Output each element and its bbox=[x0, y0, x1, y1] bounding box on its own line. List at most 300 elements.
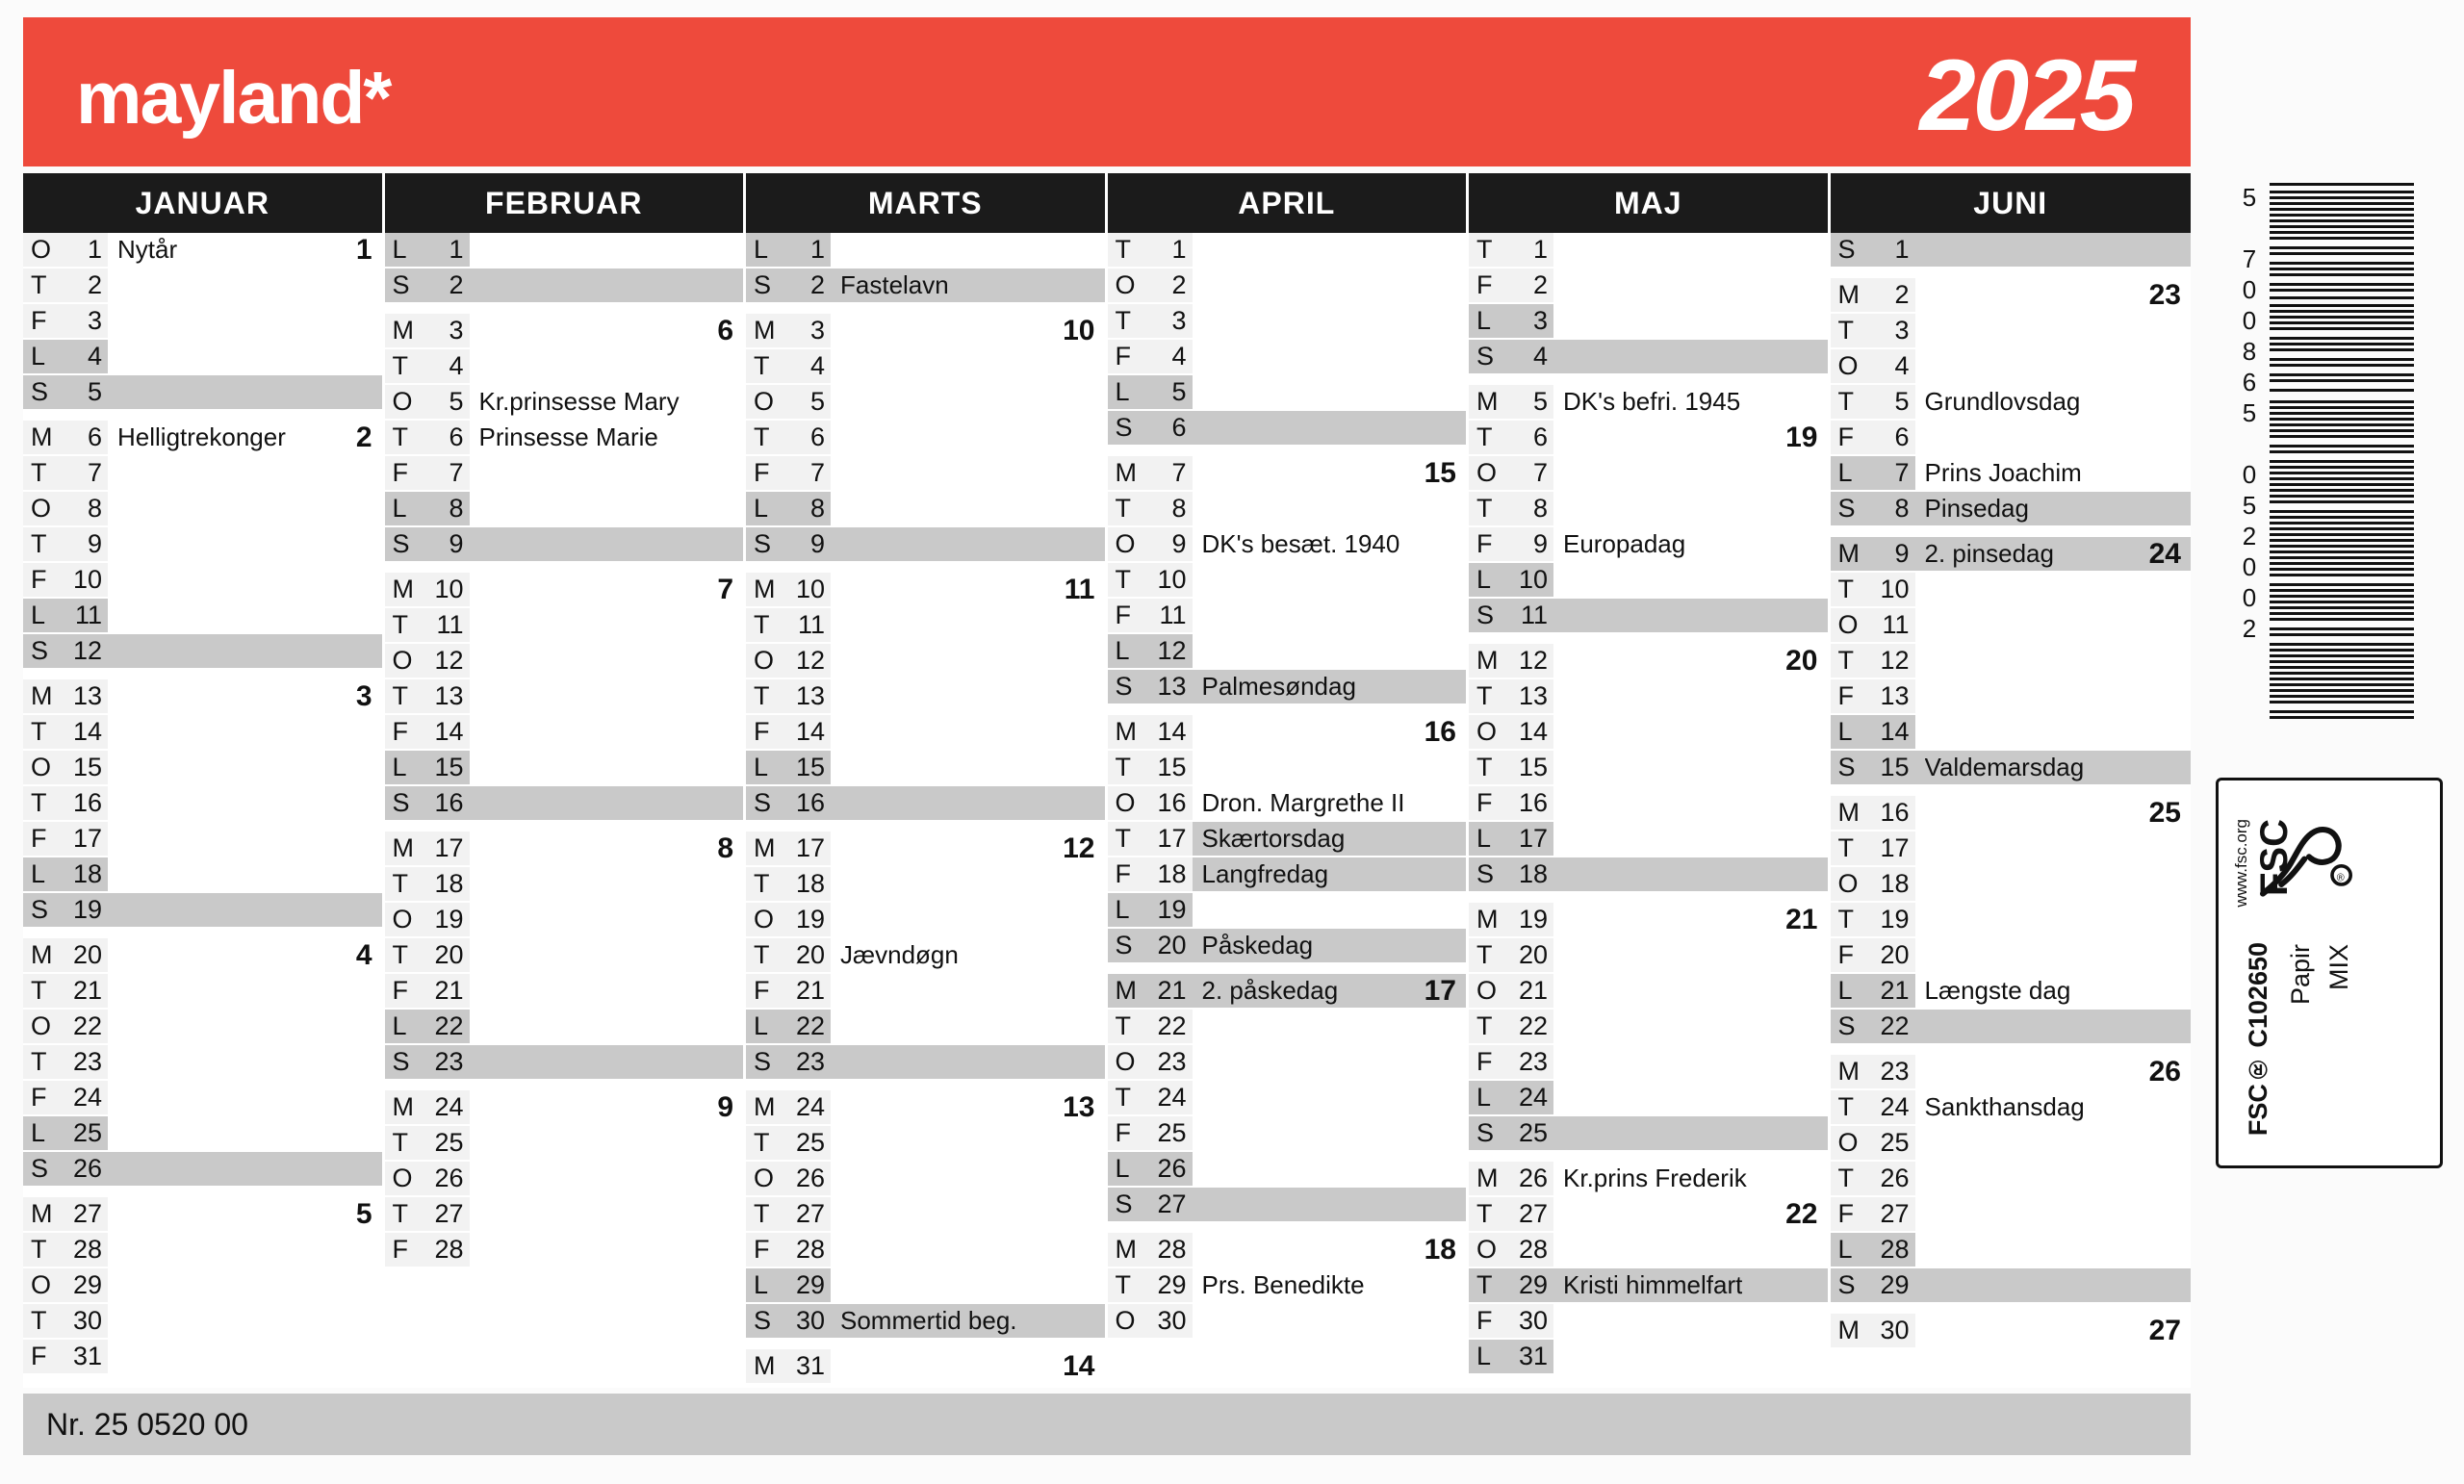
note-cell[interactable] bbox=[831, 233, 1105, 268]
day-row[interactable] bbox=[746, 974, 1105, 1010]
note-cell[interactable] bbox=[470, 786, 744, 821]
day-row[interactable] bbox=[23, 893, 382, 929]
note-cell[interactable] bbox=[831, 269, 1105, 303]
day-row[interactable] bbox=[1469, 938, 1828, 974]
day-row[interactable] bbox=[1831, 421, 2191, 456]
note-cell[interactable] bbox=[831, 786, 1105, 821]
note-cell[interactable] bbox=[1553, 1081, 1828, 1115]
day-row[interactable] bbox=[1108, 375, 1467, 411]
note-cell[interactable] bbox=[1915, 456, 2191, 491]
day-row[interactable] bbox=[385, 269, 744, 304]
note-cell[interactable] bbox=[1915, 796, 2191, 831]
day-row[interactable] bbox=[23, 938, 382, 974]
day-row[interactable] bbox=[1469, 304, 1828, 340]
day-row[interactable] bbox=[1831, 233, 2191, 269]
day-row[interactable] bbox=[1108, 1268, 1467, 1304]
note-cell[interactable] bbox=[1553, 1340, 1828, 1374]
day-row[interactable] bbox=[1108, 527, 1467, 563]
note-cell[interactable] bbox=[470, 269, 744, 303]
note-cell[interactable] bbox=[470, 903, 744, 937]
day-row[interactable] bbox=[746, 456, 1105, 492]
day-row[interactable] bbox=[746, 385, 1105, 421]
note-cell[interactable] bbox=[108, 786, 382, 821]
day-row[interactable] bbox=[1469, 1116, 1828, 1152]
note-cell[interactable] bbox=[108, 974, 382, 1009]
day-row[interactable] bbox=[1108, 1188, 1467, 1223]
note-cell[interactable] bbox=[1193, 670, 1467, 704]
day-row[interactable] bbox=[1108, 1045, 1467, 1081]
day-row[interactable] bbox=[1108, 1152, 1467, 1188]
day-row[interactable] bbox=[23, 1304, 382, 1340]
day-row[interactable] bbox=[385, 903, 744, 938]
day-row[interactable] bbox=[1108, 1304, 1467, 1340]
day-row[interactable] bbox=[1108, 786, 1467, 822]
note-cell[interactable] bbox=[470, 1090, 744, 1125]
note-cell[interactable] bbox=[1915, 715, 2191, 750]
day-row[interactable] bbox=[1469, 527, 1828, 563]
note-cell[interactable] bbox=[1553, 1116, 1828, 1151]
day-row[interactable] bbox=[1469, 1197, 1828, 1233]
note-cell[interactable] bbox=[1915, 903, 2191, 937]
note-cell[interactable] bbox=[1553, 1045, 1828, 1080]
note-cell[interactable] bbox=[470, 349, 744, 384]
note-cell[interactable] bbox=[1553, 903, 1828, 937]
note-cell[interactable] bbox=[1193, 527, 1467, 562]
note-cell[interactable] bbox=[1915, 385, 2191, 420]
note-cell[interactable] bbox=[1553, 492, 1828, 526]
day-row[interactable] bbox=[1831, 1314, 2191, 1349]
note-cell[interactable] bbox=[1553, 1162, 1828, 1196]
day-row[interactable] bbox=[23, 599, 382, 634]
day-row[interactable] bbox=[385, 527, 744, 563]
note-cell[interactable] bbox=[1553, 527, 1828, 562]
day-row[interactable] bbox=[385, 608, 744, 644]
day-row[interactable] bbox=[1469, 715, 1828, 751]
note-cell[interactable] bbox=[1915, 233, 2191, 268]
day-row[interactable] bbox=[23, 563, 382, 599]
note-cell[interactable] bbox=[831, 715, 1105, 750]
note-cell[interactable] bbox=[1193, 822, 1467, 857]
day-row[interactable] bbox=[746, 527, 1105, 563]
note-cell[interactable] bbox=[831, 349, 1105, 384]
day-row[interactable] bbox=[1469, 1233, 1828, 1268]
day-row[interactable] bbox=[1831, 832, 2191, 867]
note-cell[interactable] bbox=[831, 832, 1105, 866]
note-cell[interactable] bbox=[1553, 1304, 1828, 1339]
note-cell[interactable] bbox=[1553, 974, 1828, 1009]
day-row[interactable] bbox=[1831, 573, 2191, 608]
day-row[interactable] bbox=[1469, 903, 1828, 938]
note-cell[interactable] bbox=[1915, 751, 2191, 785]
day-row[interactable] bbox=[23, 375, 382, 411]
note-cell[interactable] bbox=[470, 456, 744, 491]
day-row[interactable] bbox=[23, 974, 382, 1010]
day-row[interactable] bbox=[23, 857, 382, 893]
day-row[interactable] bbox=[1108, 1081, 1467, 1116]
day-row[interactable] bbox=[746, 867, 1105, 903]
note-cell[interactable] bbox=[831, 1304, 1105, 1339]
day-row[interactable] bbox=[746, 903, 1105, 938]
day-row[interactable] bbox=[385, 1197, 744, 1233]
note-cell[interactable] bbox=[831, 608, 1105, 643]
day-row[interactable] bbox=[1831, 867, 2191, 903]
note-cell[interactable] bbox=[1553, 1268, 1828, 1303]
day-row[interactable] bbox=[1108, 563, 1467, 599]
note-cell[interactable] bbox=[831, 421, 1105, 455]
day-row[interactable] bbox=[1469, 974, 1828, 1010]
day-row[interactable] bbox=[746, 679, 1105, 715]
day-row[interactable] bbox=[385, 1090, 744, 1126]
day-row[interactable] bbox=[1469, 492, 1828, 527]
note-cell[interactable] bbox=[1553, 456, 1828, 491]
note-cell[interactable] bbox=[1915, 573, 2191, 607]
note-cell[interactable] bbox=[831, 527, 1105, 562]
day-row[interactable] bbox=[746, 421, 1105, 456]
note-cell[interactable] bbox=[108, 340, 382, 374]
day-row[interactable] bbox=[746, 1010, 1105, 1045]
day-row[interactable] bbox=[1108, 822, 1467, 857]
note-cell[interactable] bbox=[1193, 1152, 1467, 1187]
day-row[interactable] bbox=[1469, 1045, 1828, 1081]
note-cell[interactable] bbox=[470, 1010, 744, 1044]
note-cell[interactable] bbox=[1193, 1045, 1467, 1080]
day-row[interactable] bbox=[1469, 599, 1828, 634]
day-row[interactable] bbox=[1831, 644, 2191, 679]
note-cell[interactable] bbox=[1553, 1010, 1828, 1044]
note-cell[interactable] bbox=[1553, 563, 1828, 598]
note-cell[interactable] bbox=[831, 644, 1105, 678]
note-cell[interactable] bbox=[470, 492, 744, 526]
note-cell[interactable] bbox=[831, 456, 1105, 491]
note-cell[interactable] bbox=[1553, 644, 1828, 678]
day-row[interactable] bbox=[1469, 1268, 1828, 1304]
note-cell[interactable] bbox=[1193, 1233, 1467, 1267]
day-row[interactable] bbox=[1469, 857, 1828, 893]
note-cell[interactable] bbox=[108, 1197, 382, 1232]
day-row[interactable] bbox=[746, 492, 1105, 527]
note-cell[interactable] bbox=[1915, 278, 2191, 313]
day-row[interactable] bbox=[23, 421, 382, 456]
day-row[interactable] bbox=[385, 644, 744, 679]
note-cell[interactable] bbox=[1915, 537, 2191, 572]
day-row[interactable] bbox=[1469, 1340, 1828, 1375]
note-cell[interactable] bbox=[1193, 1010, 1467, 1044]
note-cell[interactable] bbox=[831, 1126, 1105, 1161]
day-row[interactable] bbox=[1831, 679, 2191, 715]
note-cell[interactable] bbox=[1193, 375, 1467, 410]
day-row[interactable] bbox=[746, 751, 1105, 786]
day-row[interactable] bbox=[746, 1197, 1105, 1233]
day-row[interactable] bbox=[746, 938, 1105, 974]
day-row[interactable] bbox=[23, 751, 382, 786]
note-cell[interactable] bbox=[1553, 1233, 1828, 1267]
note-cell[interactable] bbox=[1553, 751, 1828, 785]
note-cell[interactable] bbox=[1915, 1162, 2191, 1196]
day-row[interactable] bbox=[1108, 751, 1467, 786]
day-row[interactable] bbox=[385, 456, 744, 492]
note-cell[interactable] bbox=[470, 1233, 744, 1267]
day-row[interactable] bbox=[1469, 1010, 1828, 1045]
day-row[interactable] bbox=[1831, 314, 2191, 349]
day-row[interactable] bbox=[23, 715, 382, 751]
note-cell[interactable] bbox=[1915, 421, 2191, 455]
day-row[interactable] bbox=[1831, 537, 2191, 573]
day-row[interactable] bbox=[23, 1081, 382, 1116]
note-cell[interactable] bbox=[1193, 715, 1467, 750]
note-cell[interactable] bbox=[831, 385, 1105, 420]
note-cell[interactable] bbox=[470, 1045, 744, 1080]
day-row[interactable] bbox=[746, 1349, 1105, 1385]
day-row[interactable] bbox=[385, 314, 744, 349]
note-cell[interactable] bbox=[1553, 715, 1828, 750]
note-cell[interactable] bbox=[1915, 644, 2191, 678]
day-row[interactable] bbox=[746, 786, 1105, 822]
note-cell[interactable] bbox=[108, 1010, 382, 1044]
day-row[interactable] bbox=[1108, 1010, 1467, 1045]
day-row[interactable] bbox=[1108, 857, 1467, 893]
note-cell[interactable] bbox=[1915, 938, 2191, 973]
day-row[interactable] bbox=[385, 1126, 744, 1162]
note-cell[interactable] bbox=[1915, 974, 2191, 1009]
day-row[interactable] bbox=[23, 1268, 382, 1304]
note-cell[interactable] bbox=[1193, 634, 1467, 669]
note-cell[interactable] bbox=[108, 456, 382, 491]
note-cell[interactable] bbox=[470, 608, 744, 643]
day-row[interactable] bbox=[1469, 563, 1828, 599]
day-row[interactable] bbox=[1108, 233, 1467, 269]
note-cell[interactable] bbox=[1553, 857, 1828, 892]
note-cell[interactable] bbox=[831, 974, 1105, 1009]
note-cell[interactable] bbox=[831, 938, 1105, 973]
day-row[interactable] bbox=[23, 786, 382, 822]
note-cell[interactable] bbox=[1915, 349, 2191, 384]
day-row[interactable] bbox=[746, 715, 1105, 751]
day-row[interactable] bbox=[1831, 608, 2191, 644]
note-cell[interactable] bbox=[470, 527, 744, 562]
day-row[interactable] bbox=[746, 233, 1105, 269]
day-row[interactable] bbox=[385, 573, 744, 608]
note-cell[interactable] bbox=[1915, 679, 2191, 714]
day-row[interactable] bbox=[1108, 1116, 1467, 1152]
note-cell[interactable] bbox=[1553, 679, 1828, 714]
note-cell[interactable] bbox=[831, 679, 1105, 714]
note-cell[interactable] bbox=[108, 857, 382, 892]
note-cell[interactable] bbox=[470, 974, 744, 1009]
day-row[interactable] bbox=[1831, 492, 2191, 527]
day-row[interactable] bbox=[1469, 340, 1828, 375]
note-cell[interactable] bbox=[1193, 974, 1467, 1009]
day-row[interactable] bbox=[1469, 644, 1828, 679]
day-row[interactable] bbox=[746, 1304, 1105, 1340]
day-row[interactable] bbox=[385, 751, 744, 786]
note-cell[interactable] bbox=[108, 1233, 382, 1267]
day-row[interactable] bbox=[385, 1233, 744, 1268]
note-cell[interactable] bbox=[1193, 1268, 1467, 1303]
day-row[interactable] bbox=[1831, 796, 2191, 832]
day-row[interactable] bbox=[746, 1045, 1105, 1081]
day-row[interactable] bbox=[1469, 233, 1828, 269]
day-row[interactable] bbox=[385, 1162, 744, 1197]
day-row[interactable] bbox=[385, 349, 744, 385]
day-row[interactable] bbox=[23, 527, 382, 563]
day-row[interactable] bbox=[1831, 1055, 2191, 1090]
note-cell[interactable] bbox=[1193, 1188, 1467, 1222]
day-row[interactable] bbox=[1108, 715, 1467, 751]
day-row[interactable] bbox=[1831, 974, 2191, 1010]
day-row[interactable] bbox=[1469, 269, 1828, 304]
day-row[interactable] bbox=[23, 1233, 382, 1268]
note-cell[interactable] bbox=[108, 421, 382, 455]
day-row[interactable] bbox=[1108, 1233, 1467, 1268]
day-row[interactable] bbox=[746, 1090, 1105, 1126]
day-row[interactable] bbox=[23, 1152, 382, 1188]
note-cell[interactable] bbox=[108, 1268, 382, 1303]
note-cell[interactable] bbox=[1915, 492, 2191, 526]
day-row[interactable] bbox=[746, 1162, 1105, 1197]
day-row[interactable] bbox=[385, 715, 744, 751]
note-cell[interactable] bbox=[1915, 832, 2191, 866]
day-row[interactable] bbox=[385, 421, 744, 456]
day-row[interactable] bbox=[1469, 822, 1828, 857]
note-cell[interactable] bbox=[1553, 938, 1828, 973]
note-cell[interactable] bbox=[1193, 340, 1467, 374]
note-cell[interactable] bbox=[831, 1233, 1105, 1267]
note-cell[interactable] bbox=[1193, 456, 1467, 491]
day-row[interactable] bbox=[23, 269, 382, 304]
note-cell[interactable] bbox=[470, 233, 744, 268]
note-cell[interactable] bbox=[831, 1197, 1105, 1232]
note-cell[interactable] bbox=[1193, 1116, 1467, 1151]
day-row[interactable] bbox=[1108, 670, 1467, 705]
day-row[interactable] bbox=[23, 679, 382, 715]
day-row[interactable] bbox=[23, 456, 382, 492]
note-cell[interactable] bbox=[108, 1116, 382, 1151]
day-row[interactable] bbox=[385, 786, 744, 822]
day-row[interactable] bbox=[385, 492, 744, 527]
note-cell[interactable] bbox=[470, 1126, 744, 1161]
note-cell[interactable] bbox=[1915, 1010, 2191, 1044]
note-cell[interactable] bbox=[1193, 411, 1467, 446]
note-cell[interactable] bbox=[1193, 893, 1467, 928]
note-cell[interactable] bbox=[108, 492, 382, 526]
note-cell[interactable] bbox=[470, 938, 744, 973]
note-cell[interactable] bbox=[108, 1340, 382, 1374]
day-row[interactable] bbox=[23, 1197, 382, 1233]
note-cell[interactable] bbox=[831, 1045, 1105, 1080]
note-cell[interactable] bbox=[1553, 599, 1828, 633]
note-cell[interactable] bbox=[1193, 1081, 1467, 1115]
note-cell[interactable] bbox=[108, 269, 382, 303]
note-cell[interactable] bbox=[1915, 314, 2191, 348]
note-cell[interactable] bbox=[1915, 1314, 2191, 1348]
day-row[interactable] bbox=[1108, 974, 1467, 1010]
note-cell[interactable] bbox=[1553, 385, 1828, 420]
note-cell[interactable] bbox=[1193, 304, 1467, 339]
note-cell[interactable] bbox=[831, 1162, 1105, 1196]
day-row[interactable] bbox=[746, 1126, 1105, 1162]
day-row[interactable] bbox=[385, 832, 744, 867]
note-cell[interactable] bbox=[831, 867, 1105, 902]
note-cell[interactable] bbox=[1915, 1233, 2191, 1267]
day-row[interactable] bbox=[1108, 411, 1467, 447]
day-row[interactable] bbox=[23, 340, 382, 375]
note-cell[interactable] bbox=[108, 679, 382, 714]
day-row[interactable] bbox=[385, 867, 744, 903]
day-row[interactable] bbox=[1469, 456, 1828, 492]
day-row[interactable] bbox=[746, 269, 1105, 304]
note-cell[interactable] bbox=[108, 893, 382, 928]
note-cell[interactable] bbox=[831, 314, 1105, 348]
note-cell[interactable] bbox=[1553, 233, 1828, 268]
day-row[interactable] bbox=[1108, 456, 1467, 492]
note-cell[interactable] bbox=[108, 563, 382, 598]
note-cell[interactable] bbox=[831, 492, 1105, 526]
day-row[interactable] bbox=[1831, 715, 2191, 751]
note-cell[interactable] bbox=[1553, 822, 1828, 857]
note-cell[interactable] bbox=[1553, 304, 1828, 339]
note-cell[interactable] bbox=[1553, 340, 1828, 374]
day-row[interactable] bbox=[1108, 492, 1467, 527]
note-cell[interactable] bbox=[831, 1268, 1105, 1303]
day-row[interactable] bbox=[1831, 751, 2191, 786]
note-cell[interactable] bbox=[1193, 1304, 1467, 1339]
note-cell[interactable] bbox=[108, 304, 382, 339]
day-row[interactable] bbox=[746, 832, 1105, 867]
note-cell[interactable] bbox=[831, 1010, 1105, 1044]
day-row[interactable] bbox=[1831, 385, 2191, 421]
day-row[interactable] bbox=[23, 634, 382, 670]
note-cell[interactable] bbox=[1193, 599, 1467, 633]
day-row[interactable] bbox=[746, 349, 1105, 385]
day-row[interactable] bbox=[1469, 751, 1828, 786]
note-cell[interactable] bbox=[831, 903, 1105, 937]
day-row[interactable] bbox=[1108, 599, 1467, 634]
note-cell[interactable] bbox=[1193, 492, 1467, 526]
day-row[interactable] bbox=[23, 1045, 382, 1081]
day-row[interactable] bbox=[1831, 1233, 2191, 1268]
day-row[interactable] bbox=[385, 679, 744, 715]
day-row[interactable] bbox=[1108, 634, 1467, 670]
day-row[interactable] bbox=[23, 304, 382, 340]
note-cell[interactable] bbox=[108, 599, 382, 633]
note-cell[interactable] bbox=[108, 634, 382, 669]
day-row[interactable] bbox=[1469, 385, 1828, 421]
day-row[interactable] bbox=[1831, 456, 2191, 492]
day-row[interactable] bbox=[746, 573, 1105, 608]
day-row[interactable] bbox=[1108, 893, 1467, 929]
day-row[interactable] bbox=[385, 938, 744, 974]
note-cell[interactable] bbox=[470, 1162, 744, 1196]
note-cell[interactable] bbox=[470, 715, 744, 750]
note-cell[interactable] bbox=[108, 1152, 382, 1187]
day-row[interactable] bbox=[385, 233, 744, 269]
day-row[interactable] bbox=[746, 1268, 1105, 1304]
note-cell[interactable] bbox=[108, 1081, 382, 1115]
day-row[interactable] bbox=[1108, 304, 1467, 340]
note-cell[interactable] bbox=[1915, 608, 2191, 643]
note-cell[interactable] bbox=[1553, 421, 1828, 455]
day-row[interactable] bbox=[746, 644, 1105, 679]
day-row[interactable] bbox=[1831, 938, 2191, 974]
note-cell[interactable] bbox=[1193, 751, 1467, 785]
note-cell[interactable] bbox=[470, 832, 744, 866]
note-cell[interactable] bbox=[1193, 563, 1467, 598]
note-cell[interactable] bbox=[1915, 867, 2191, 902]
note-cell[interactable] bbox=[470, 1197, 744, 1232]
note-cell[interactable] bbox=[831, 1090, 1105, 1125]
note-cell[interactable] bbox=[831, 751, 1105, 785]
note-cell[interactable] bbox=[108, 1304, 382, 1339]
